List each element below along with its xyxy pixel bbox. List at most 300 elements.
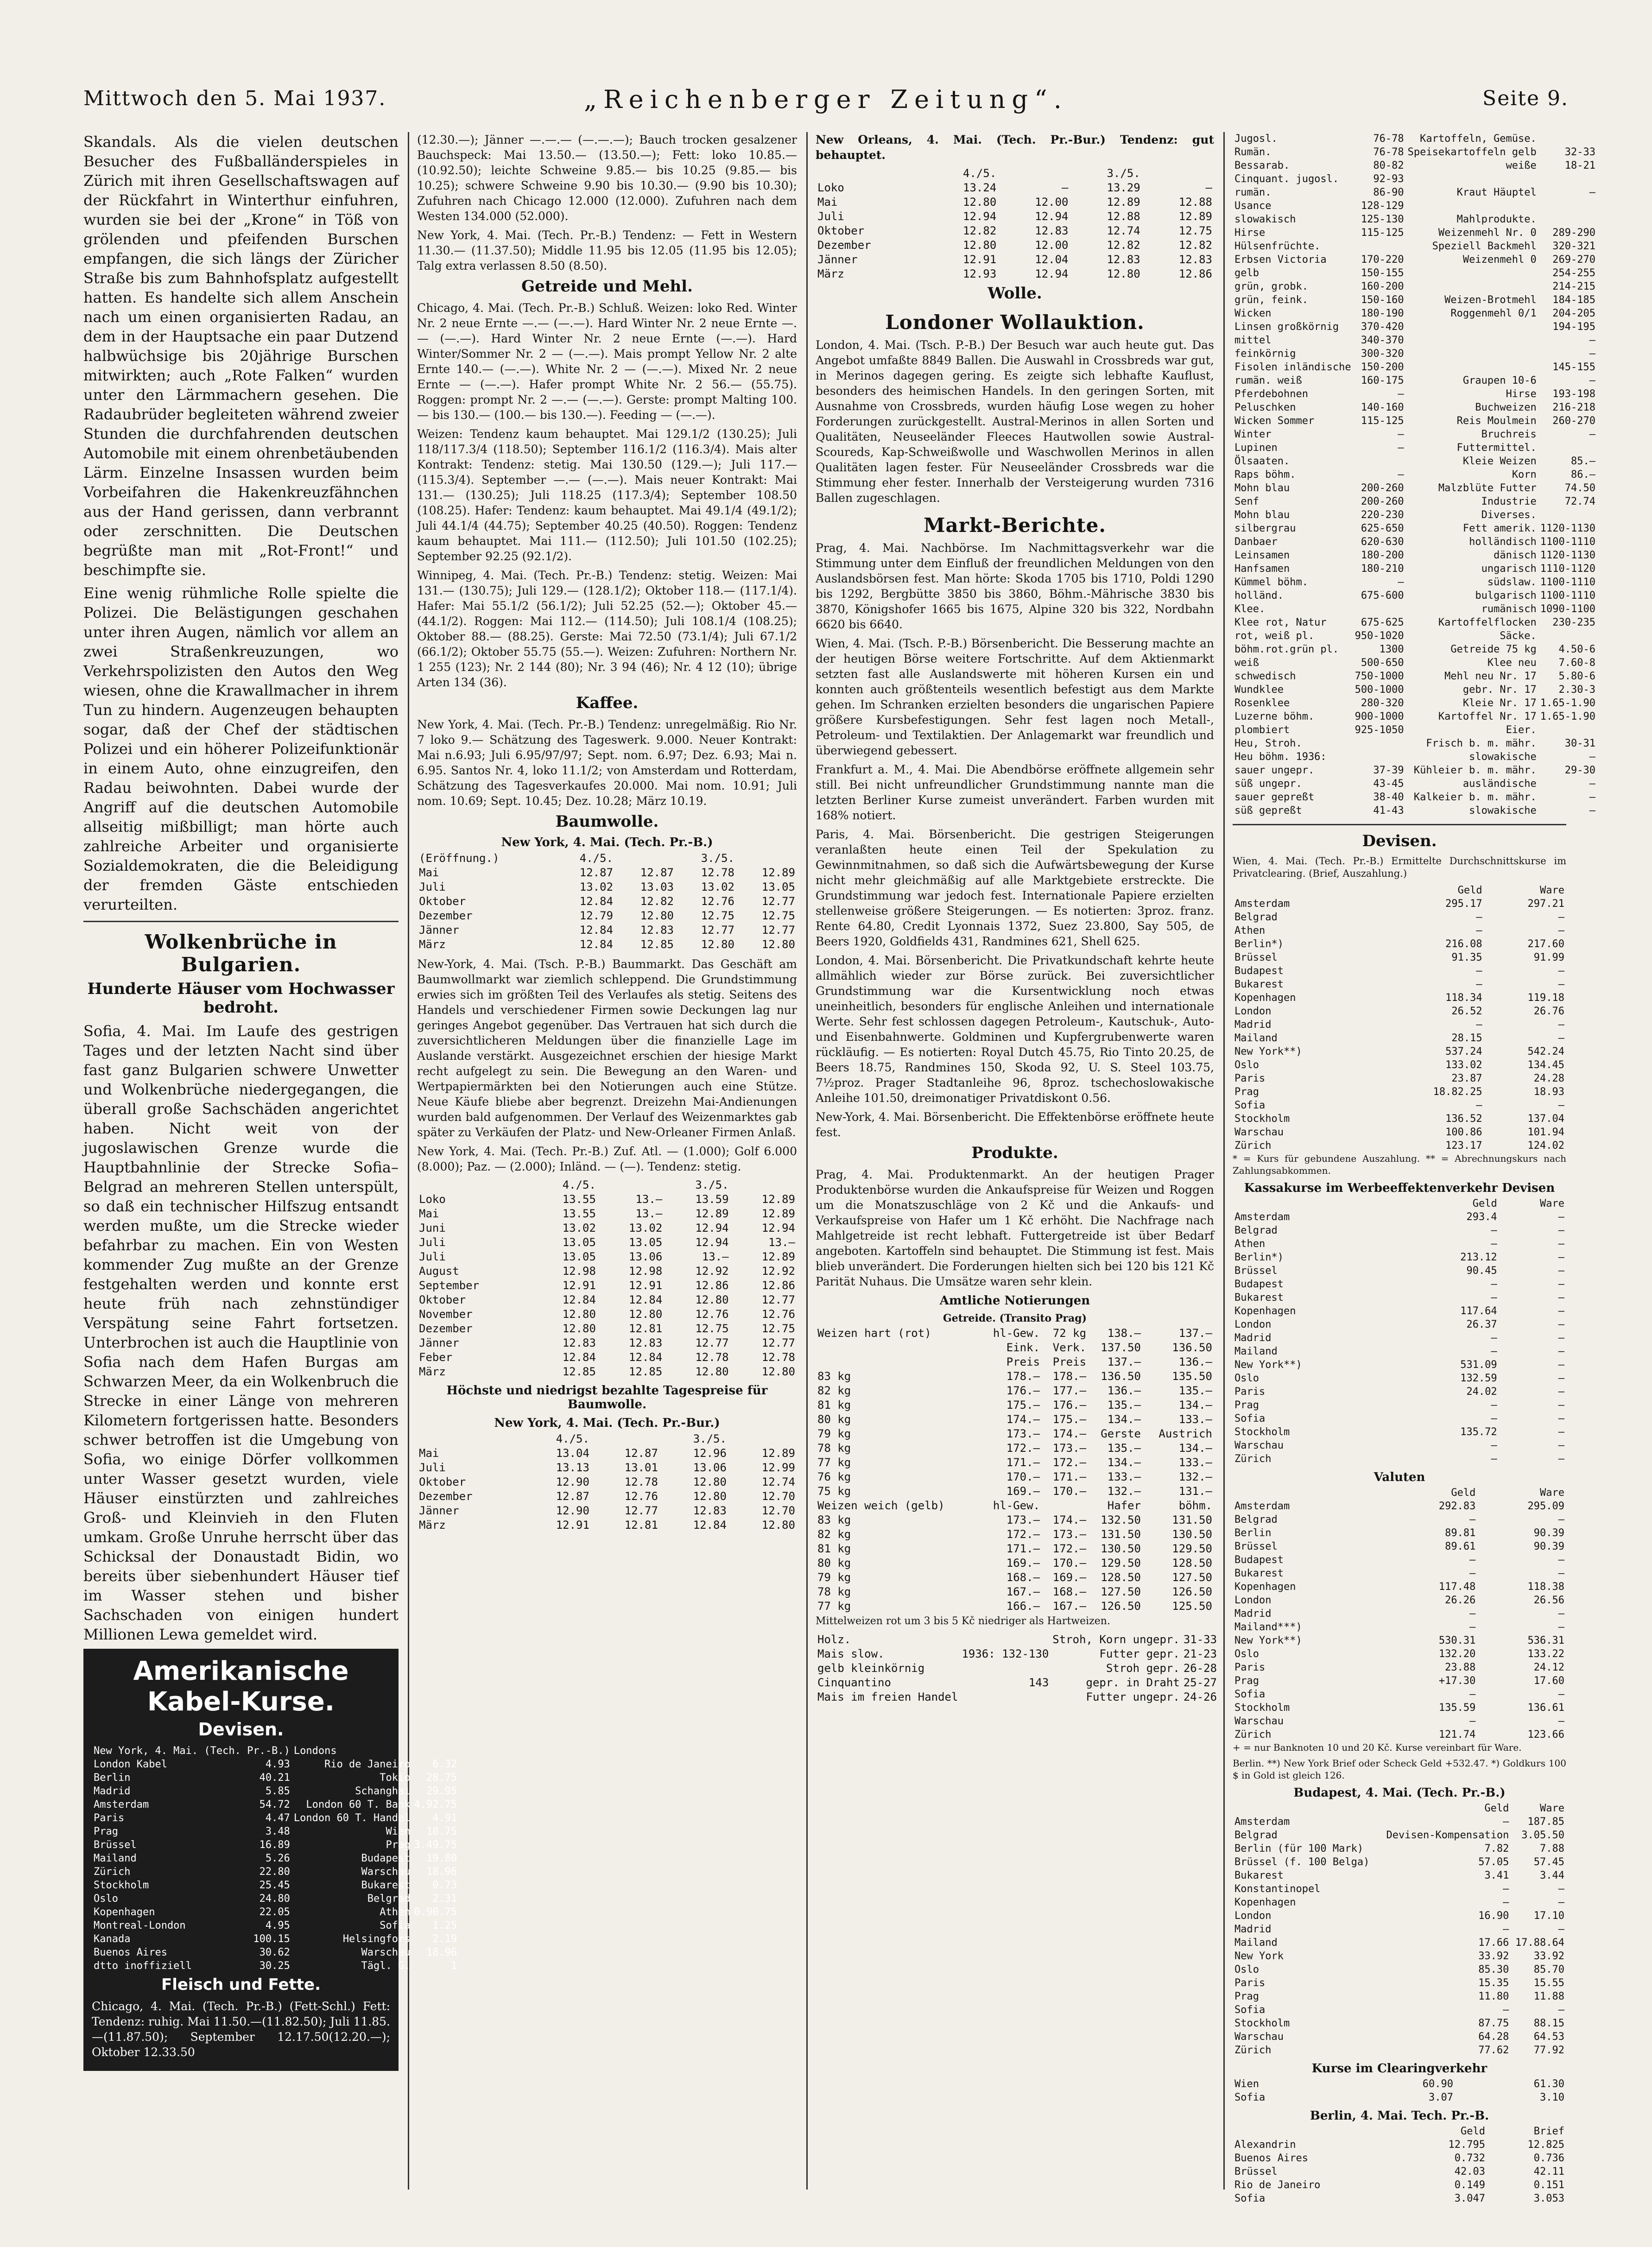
table-cell: 90.45 [1466,1265,1497,1277]
table-cell: 12.84 [579,895,614,908]
table-row [1233,1815,1566,1829]
table-cell: 0.732 [1454,2152,1486,2164]
table-cell: — [1503,1897,1509,1908]
table-cell: — [1558,1453,1564,1465]
table-caption: Getreide. (Transito Prag) [943,1312,1087,1324]
market-text: New York, 4. Mai. (Tech. Pr.-B.) Tendenz: — Fett in Western 11.30.— (11.37.50); Middle 11.95 bis 12.05 (11.95 bis 12.05); Talg extra verlassen 8.50 (8.50). [417,228,797,272]
table-cell: 80 kg [817,1413,851,1426]
table-cell: 12.80 [1107,267,1140,280]
table-row [1233,1112,1566,1126]
market-text: Wien, 4. Mai. (Tsch. P.-B.) Börsenbericht. Die Besserung machte an der heutigen Börse weitere Fortschritte. Auf dem Aktienmarkt setzten fast alle Auslandswerte mit höheren Kursen ein und konnten auch größtenteils wesentlich befestigt aus dem Markte gehen. Im Schranken erzielten besonders die ungarischen Papiere größere Kursbefestigungen. Sehr fest lagen noch Metall-, Petroleum- und Textilaktien. Der Anlagemarkt war freundlich und überwiegend gebessert. [816,637,1214,757]
table-footnote: + = nur Banknoten 10 und 20 Kč. Kurse vereinbart für Ware. [1233,1742,1522,1753]
table-cell: — [1476,965,1482,977]
table-row [1233,374,1597,387]
table-row [1233,723,1597,737]
table-cell: 12.87 [624,1447,658,1460]
table-cell: 132.— [1107,1485,1141,1498]
table-cell: Gerste [1101,1427,1141,1440]
table-cell: Oktober [419,1293,466,1306]
table-cell: 12.78 [701,866,734,879]
table-cell: 2.30-3 [1558,684,1596,696]
table-row [816,224,1214,238]
table-cell: 26-28 [1183,1662,1217,1675]
table-cell: Madrid [1234,1019,1272,1031]
table-row [816,195,1214,209]
table-row [1233,347,1597,361]
table-cell [1538,199,1597,213]
table-cell: 1100-1110 [1540,536,1596,548]
table-row [1233,535,1597,549]
table-cell: März [419,1365,446,1378]
budapest-table [1233,1802,1566,2057]
table-cell: 3.48 [265,1826,290,1837]
table-cell: 3.44 [1540,1870,1564,1881]
table-cell: 12.77 [624,1504,658,1517]
table-cell: Tägl. G. [361,1960,411,1972]
table-cell: 17.66 [1478,1937,1509,1949]
table-cell: 150-200 [1361,361,1404,373]
table-row [1233,266,1597,280]
table-cell: 217.60 [1527,938,1564,950]
table-cell: Wicken [1234,308,1272,319]
table-cell: 13.06 [629,1250,663,1263]
table-cell: 81 kg [817,1399,851,1411]
table-caption: Budapest, 4. Mai. (Tech. Pr.-B.) [1293,1786,1506,1800]
table-cell: — [1558,1346,1564,1357]
table-cell: 30-31 [1564,738,1596,749]
table-cell: 176.— [1052,1399,1087,1411]
table-cell: 170.— [1052,1557,1087,1570]
table-row [1233,1674,1566,1688]
table-cell: 12.84 [629,1293,663,1306]
table-cell: 4.91 [432,1812,457,1824]
table-cell: New York**) [1234,1046,1302,1057]
table-cell: — [1589,778,1596,790]
table-row [816,267,1214,281]
table-cell: böhm. [1178,1499,1212,1512]
table-cell: — [1469,1689,1476,1700]
table-cell: Prag [386,1839,411,1851]
headline-bulgarien: Wolkenbrüche in Bulgarien. [145,930,337,976]
table-row [816,1599,1214,1614]
table-cell: Geld [1461,2126,1486,2137]
table-cell: Bukarest [1234,1870,1284,1881]
table-cell: 18.75 [426,1826,457,1837]
table-cell: 3.053 [1533,2193,1564,2204]
table-cell: 11.88 [1533,1991,1564,2002]
table-cell: Weizen-Brotmehl [1444,294,1537,306]
table-row [816,1542,1214,1556]
table-cell: 174.— [1052,1427,1087,1440]
table-cell: 38-40 [1373,791,1404,803]
table-row [92,1798,459,1811]
table-cell: Juli [419,1250,446,1263]
table-cell: Kartoffelflocken [1438,617,1537,628]
table-row [1233,562,1597,576]
table-cell: 13.— [635,1193,663,1206]
table-cell [816,1355,979,1369]
market-text: Paris, 4. Mai. Börsenbericht. Die gestrigen Steigerungen veranlaßten heute einen Teil der Spekulation zu Gewinnmitnahmen, so daß sich die Aufwärtsbewegung der Kurse nicht mehr gleichmäßig auf alle Marktgebiete erstreckte. Die Grundstimmung war jedoch fest. Internationale Papiere erzielten stellenweise größere Steigerungen. — Es notierten: 3proz. franz. Rente 64.80, Credit Lyonnais 1372, Suez 23.800, Say 505, de Beers 1920, Goldfields 431, Randmines 621, Shell 625. [816,828,1214,948]
table-cell: 100.86 [1445,1127,1482,1138]
table-cell: 101.94 [1527,1127,1564,1138]
table-cell: 24-26 [1183,1690,1217,1703]
table-cell: 675-625 [1361,617,1404,628]
table-cell: 12.88 [1107,210,1140,223]
table-cell: Weizenmehl 0 [1462,254,1537,266]
table-row [816,1647,1219,1661]
table-row [92,1865,459,1879]
table-cell: Oktober [817,224,865,237]
table-row [417,1365,797,1379]
table-row [1233,1869,1566,1882]
table-cell: Juli [419,880,446,893]
table-cell: 289-290 [1552,227,1596,239]
table-cell: 180-200 [1361,550,1404,561]
table-cell: Brüssel (f. 100 Belga) [1234,1856,1370,1868]
table-row [1233,1304,1566,1318]
table-row [417,1489,797,1504]
table-cell: 22.80 [259,1866,290,1878]
table-cell: Lupinen [1234,442,1278,454]
table-cell: — [1558,925,1564,937]
market-text: London, 4. Mai. Börsenbericht. Die Privatkundschaft kehrte heute allmählich wieder zur Börse zurück. Bei zuversichtlicher Grundstimmung war die Kursentwicklung noch etwas uneinheitlich, besonders für englische Anleihen und internationale Werte. Sehr fest schlossen dagegen Petroleum-, Kautschuk-, Auto- und Eisenbahnwerte. Goldminen und Kupfergrubenwerte waren rückläufig. — Es notierten: Royal Dutch 45.75, Rio Tinto 20.25, de Beers 18.75, Randmines 150, Skoda 92, U. S. Steel 103.75, 7½proz. Prager Stadtanleihe 96, 8proz. tschechoslowakische Anleihe 101.50, dreimonatiger Privatdiskont 0.56. [816,954,1214,1105]
table-row [1233,696,1597,710]
table-cell: 184-185 [1552,294,1596,306]
table-cell: 12.77 [761,1293,795,1306]
table-cell: Prag [1234,1086,1259,1098]
table-cell: 2.19 [432,1933,457,1945]
table-row [1233,387,1597,401]
table-cell: 136.50 [1101,1370,1141,1383]
table-cell: Dezember [817,239,871,252]
section-heading-produkte: Produkte. [971,1144,1058,1162]
table-cell: 12.89 [695,1207,729,1220]
table-cell: London 60 T. Bank [306,1799,411,1810]
table-row [816,1369,1214,1384]
table-row [816,1633,1219,1647]
table-row [417,1207,797,1221]
table-cell: 170-220 [1361,254,1404,266]
table-cell: 178.— [1006,1370,1040,1383]
table-cell: 160-175 [1361,375,1404,386]
table-cell: 42.03 [1454,2166,1486,2177]
table-row [816,209,1214,224]
table-cell: 15.35 [1478,1977,1509,1989]
table-cell [1538,629,1597,643]
table-cell: September [419,1279,480,1292]
table-cell: 135.— [1178,1384,1212,1397]
table-row [1233,1331,1566,1345]
table-row [417,1322,797,1336]
table-row [816,1661,1219,1676]
table-cell: 31-33 [1183,1633,1217,1646]
table-row [1233,1412,1566,1425]
table-cell: — [1398,442,1404,454]
table-cell [1353,750,1406,764]
table-cell: — [1503,1816,1509,1828]
table-cell: Mohn blau [1234,509,1290,521]
table-cell: 136.61 [1527,1702,1564,1714]
table-cell: Mahlprodukte. [1456,214,1537,225]
table-cell: New York, 4. Mai. (Tech. Pr.-B.) [94,1745,290,1757]
table-cell: 19.80 [426,1853,457,1864]
table-cell: 12.04 [1035,253,1069,266]
table-cell: 3./5. [695,1178,729,1191]
table-cell: — [1491,1399,1497,1411]
table-row [1233,629,1597,643]
table-row [1233,951,1566,964]
table-row [1233,683,1597,696]
table-row [1233,602,1597,616]
table-caption: Kurse im Clearingverkehr [1311,2062,1487,2076]
kabel-kurse-box [83,1649,457,2071]
table-cell: New York**) [1234,1359,1302,1371]
table-cell: 12.94 [963,210,997,223]
table-cell: 91.99 [1533,952,1564,963]
table-cell: 1100-1110 [1540,590,1596,601]
table-cell: 175.— [1052,1413,1087,1426]
table-cell: 30.62 [259,1947,290,1958]
table-row [1233,1045,1566,1058]
table-cell: 127.50 [1101,1585,1141,1598]
table-cell: 193-198 [1552,388,1596,400]
table-cell: 145-155 [1552,361,1596,373]
table-cell [998,166,1070,181]
table-cell: 12.89 [1107,196,1140,209]
table-cell: 12.80 [629,1308,663,1321]
fleisch-heading: Fleisch und Fette. [161,1975,321,1994]
table-cell: Mais im freien Handel [817,1690,958,1703]
table-cell: Zürich [1234,1140,1272,1152]
table-cell: Holz. [817,1633,851,1646]
table-cell: Bukarest [1234,1292,1284,1304]
table-caption: New York, 4. Mai. (Tech. Pr.-B.) Zuf. Atl. — (1.000); Golf 6.000 (8.000); Paz. — (2.000); Inländ. — (—). Tendenz: stetig. [417,1145,797,1173]
table-row [1233,2030,1566,2044]
table-row [816,1676,1219,1690]
table-cell: 87.75 [1478,2018,1509,2029]
table-cell: Rumän. [1234,146,1272,158]
table-cell [1406,347,1538,361]
table-cell: Zürich [1234,1729,1272,1741]
table-cell: Bukarest [361,1880,411,1891]
table-cell: 12.86 [1178,267,1212,280]
table-cell: Mai [419,1207,439,1220]
table-cell: 0.90.75 [414,1906,457,1918]
table-row [1233,2017,1566,2030]
table-cell: 12.79 [579,909,614,922]
table-cell: Loko [817,181,844,194]
table-cell: 75 kg [817,1485,851,1498]
table-row [1233,804,1597,817]
table-cell [816,166,926,181]
table-cell: 85.70 [1533,1964,1564,1975]
table-cell: Wien [386,1826,411,1837]
table-cell: — [1558,1554,1564,1566]
table-cell: Amsterdam [1234,898,1290,910]
table-cell: — [1558,2004,1564,2016]
table-cell: Montreal-London [94,1920,186,1931]
table-cell: — [1491,1238,1497,1250]
table-cell: 26.56 [1533,1595,1564,1606]
table-row [1233,1224,1566,1237]
table-cell: — [1558,911,1564,923]
devisen-wien-table [1233,884,1566,1152]
table-row [816,1513,1214,1527]
table-cell: Sofia [1234,1100,1266,1111]
table-cell: 12.77 [761,924,795,937]
table-cell: 23.87 [1451,1073,1482,1084]
running-header [83,76,1569,114]
table-row [1233,791,1597,804]
table-cell: 171.— [1052,1470,1087,1483]
table-row [1233,1580,1566,1594]
table-cell: — [1558,1100,1564,1111]
table-cell: Berlin [1234,1527,1272,1539]
table-cell: Pferdebohnen [1234,388,1308,400]
table-cell: Weizen weich (gelb) [817,1499,945,1512]
table-cell: 172.— [1006,1442,1040,1455]
table-cell: 5.85 [265,1785,290,1797]
table-cell: Speziell Backmehl [1432,241,1537,252]
table-cell: 292.83 [1438,1500,1476,1512]
table-row [1233,1318,1566,1331]
table-cell: 172.— [1006,1528,1040,1541]
table-row [417,1250,797,1264]
table-cell: 170.— [1006,1470,1040,1483]
table-cell: Kopenhagen [1234,1305,1296,1317]
table-cell: 90.39 [1533,1541,1564,1552]
table-cell: Konstantinopel [1234,1883,1321,1895]
table-cell: 13.04 [556,1447,589,1460]
table-row [417,1504,797,1518]
table-row [1233,1950,1566,1963]
table-cell: Mai [419,1447,439,1460]
market-text: Chicago, 4. Mai. (Tech. Pr.-B.) Schluß. Weizen: loko Red. Winter Nr. 2 neue Ernte —.— (—.—). Hard Winter Nr. 2 neue Ernte —.— (—.—). Hard Winter Nr. 2 neue Ernte (—.—). Hard Winter/Sommer Nr. 2 — (—.—). Mais prompt Yellow Nr. 2 alte Ernte 140.— (—.—). White Nr. 2 — (—.—). Mixed Nr. 2 neue Ernte — (—.—). Hafer prompt White Nr. 2 56.— (55.75). Roggen: prompt Nr. 2 —.— (—.—). Gerste: prompt Malting 100.— bis 130.— (100.— bis 130.—). Feeding — (—.—). [417,301,797,422]
table-cell: 0.73 [432,1880,457,1891]
table-cell: Belgrad [1234,1225,1278,1236]
table-cell: 216.08 [1445,938,1482,950]
table-cell: 24.12 [1533,1662,1564,1673]
table-cell: Brüssel [94,1839,137,1851]
table-cell: 128.50 [1172,1557,1212,1570]
table-cell: ausländische [1462,778,1537,790]
table-cell [1538,508,1597,522]
table-cell: 3.05.50 [1521,1829,1564,1841]
table-cell: Wien [1234,2078,1259,2090]
table-cell: 86-90 [1373,187,1404,198]
table-cell: Bruchreis [1481,429,1537,440]
table-cell: Jugosl. [1234,133,1278,145]
table-row [417,880,797,894]
table-cell: 12.87 [556,1490,589,1503]
table-row [1233,320,1597,334]
table-cell: 13.59 [695,1193,729,1206]
table-cell: sauer gepreßt [1234,791,1315,803]
table-cell: 12.90 [556,1504,589,1517]
table-cell: 12.80 [693,1475,727,1488]
table-cell: Wicken Sommer [1234,415,1315,427]
table-cell: Devisen-Kompensation [1386,1829,1509,1841]
table-cell: 132.— [1178,1470,1212,1483]
table-cell: 76 kg [817,1470,851,1483]
table-cell: — [1558,1399,1564,1411]
table-cell: 137.— [1107,1355,1141,1368]
table-cell: 15.55 [1533,1977,1564,1989]
table-cell: London [1234,1595,1272,1606]
table-cell: Berlin (für 100 Mark) [1234,1843,1364,1855]
table-cell: 131.— [1178,1485,1212,1498]
table-row [816,1499,1214,1513]
headline-london-wollauktion: Londoner Wollauktion. [885,311,1145,334]
table-cell: Stockholm [94,1880,149,1891]
table-cell: 92-93 [1373,173,1404,185]
table-cell: Zürich [1234,2044,1272,2056]
table-cell: 150-155 [1361,267,1404,279]
table-cell: Oktober [419,895,466,908]
table-row [1233,455,1597,468]
table-header-row [92,1744,459,1758]
table-cell: 4.93 [265,1759,290,1770]
table-cell: slowakische [1469,751,1537,763]
table-cell: +17.30 [1438,1675,1476,1687]
table-cell: Juli [419,1461,446,1474]
market-text: Weizen: Tendenz kaum behauptet. Mai 129.1/2 (130.25); Juli 118/117.3/4 (118.50); September 116.1/2 (116.3/4). Mais alter Kontrakt: Tendenz: stetig. Mai 130.50 (129.—); Juli 117.— (115.3/4). September —.— (—.—). Mais neuer Kontrakt: Mai 131.— (130.25); Juli 118.25 (117.3/4); September 108.50 (108.25). Hafer: Tendenz: kaum behauptet. Mai 49.1/4 (49.1/2); Juli 44.1/4 (44.75); September 40.25 (40.50). Roggen: Tendenz kaum behauptet. Mai 111.— (112.50); Juli 101.50 (102.25); September 92.25 (92.1/2). [417,427,797,563]
table-cell: 12.84 [629,1351,663,1364]
section-heading-kaffee: Kaffee. [576,694,639,712]
table-cell: London [1234,1910,1272,1922]
table-row [1233,401,1597,414]
table-cell: Weizen hart (rot) [817,1327,931,1340]
table-cell: Danbaer [1234,536,1278,548]
table-row [1233,414,1597,428]
table-cell: New York**) [1234,1635,1302,1646]
table-cell [1233,1486,1389,1500]
table-cell: Oslo [1234,1964,1259,1975]
table-cell: 57.05 [1478,1856,1509,1868]
table-cell: Amsterdam [1234,1500,1290,1512]
table-cell: 900-1000 [1355,711,1404,722]
table-cell: Rosenklee [1234,697,1290,709]
table-cell: Loko [419,1193,446,1206]
table-cell: 12.80 [640,909,674,922]
table-row [92,1879,459,1892]
table-cell: — [1558,1689,1564,1700]
table-cell: 173.— [1006,1427,1040,1440]
table-row [1233,656,1597,670]
table-cell: 950-1020 [1355,630,1404,642]
table-cell: Belgrad [1234,1514,1278,1525]
table-cell: 3.047 [1454,2193,1486,2204]
table-cell: 89.61 [1445,1541,1476,1552]
table-cell: 12.80 [695,1365,729,1378]
table-row [1233,1399,1566,1412]
table-row [816,1456,1214,1470]
table-cell: grün, feink. [1234,294,1308,306]
table-cell: 28.75 [426,1772,457,1784]
table-cell: 12.76 [761,1308,795,1321]
table-row [1233,1058,1566,1072]
table-cell: 23.88 [1445,1662,1476,1673]
table-cell: 13.02 [562,1222,596,1234]
table-cell: 76-78 [1373,133,1404,145]
table-cell: — [1491,1413,1497,1424]
table-row [1233,1896,1566,1909]
table-cell: — [1476,911,1482,923]
table-cell: 13.55 [562,1193,596,1206]
table-cell: 26.76 [1533,1006,1564,1017]
table-cell: — [1469,1608,1476,1620]
table-cell: — [1469,1715,1476,1727]
